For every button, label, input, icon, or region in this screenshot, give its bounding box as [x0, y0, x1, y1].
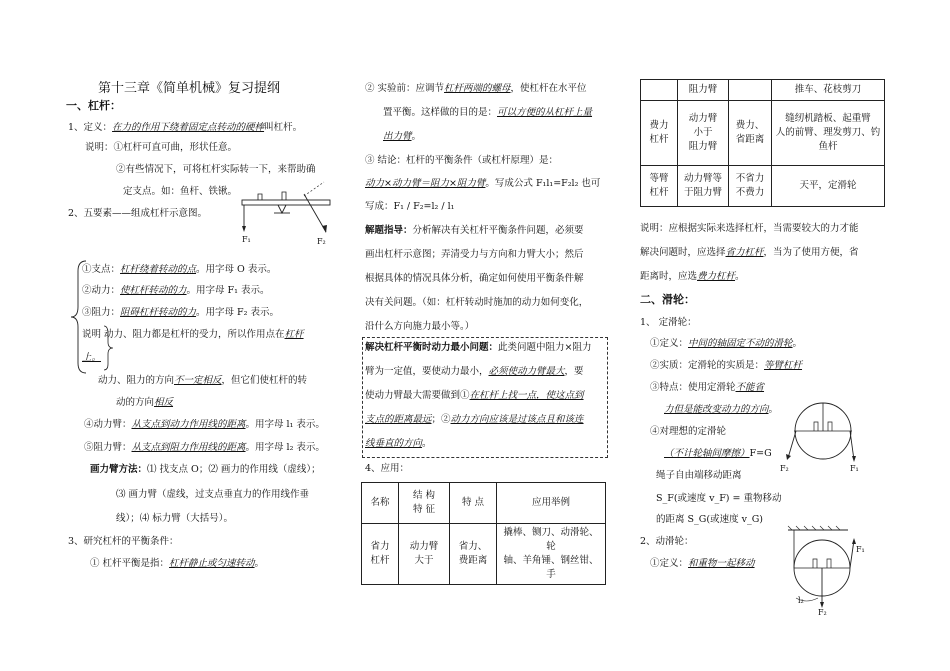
- fixed-essence: ②实质：定滑轮的实质是：等臂杠杆: [650, 360, 803, 371]
- exp-prep-1: ② 实验前：应调节杠杆两端的螺母，使杠杆在水平位: [365, 83, 587, 94]
- exp-prep-3: 出力臂。: [383, 131, 422, 142]
- cell: 等臂 杠杆: [641, 166, 678, 207]
- element-load-arm: ⑤阻力臂：从支点到阻力作用线的距离。用字母 l₂ 表示。: [84, 442, 325, 453]
- arm-method-3: 线）；⑷ 标力臂（大括号）。: [116, 513, 234, 524]
- balance-definition: ① 杠杆平衡是指：杠杆静止或匀速转动。: [90, 558, 265, 569]
- selection-note-2: 解决问题时，应选择省力杠杆，当为了使用方便，省: [640, 247, 859, 258]
- box-line-5: 线垂直的方向。: [365, 438, 432, 449]
- ideal-fixed: ④对理想的定滑轮: [650, 426, 727, 437]
- movable-def: ①定义：和重物一起移动: [650, 558, 755, 569]
- fixed-f2-label: F₂: [780, 464, 789, 473]
- movable-pulley-heading: 2、动滑轮：: [640, 536, 694, 547]
- balance-formula-2: 写成：F₁ / F₂=l₂ / l₁: [365, 201, 455, 212]
- arm-method-2: ⑶ 画力臂（虚线，过支点垂直力的作用线作垂: [116, 489, 310, 500]
- tip-5: 沿什么方向施力最小等。）: [365, 321, 475, 332]
- balance-formula: 动力×动力臂＝阻力×阻力臂。写成公式 F₁l₁=F₂l₂ 也可: [365, 178, 601, 189]
- conclusion: ③ 结论：杠杆的平衡条件（或杠杆原理）是：: [365, 155, 559, 166]
- application-table-continued: [640, 79, 885, 207]
- application-table: [361, 482, 606, 585]
- fixed-pulley-diagram: [786, 398, 860, 472]
- table-row: [641, 80, 885, 101]
- section-pulley-heading: 二、滑轮：: [640, 293, 695, 306]
- table-row: [362, 524, 606, 585]
- box-line-1: 解决杠杆平衡时动力最小问题：此类问题中阻力×阻力: [365, 342, 592, 353]
- th-examples: 应用举例: [497, 483, 606, 524]
- fig-f1-label: F₁: [242, 235, 251, 244]
- five-elements: 2、五要素——组成杠杆示意图。: [68, 208, 208, 219]
- cell: 省力、 费距离: [450, 524, 497, 585]
- direction-note: 动力、阻力的方向不一定相反，但它们使杠杆的转: [98, 375, 308, 386]
- th-structure: 结 构 特 征: [399, 483, 450, 524]
- cell: 动力臂 小于 阻力臂: [678, 101, 729, 166]
- th-feature: 特 点: [450, 483, 497, 524]
- ideal-fixed-4: S_F(或速度 v_F) = 重物移动: [656, 493, 782, 504]
- element-fulcrum: ①支点：杠杆绕着转动的点。用字母 O 表示。: [82, 264, 277, 275]
- cell: [641, 80, 678, 101]
- selection-note-1: 说明：应根据实际来选择杠杆，当需要较大的力才能: [640, 223, 859, 234]
- cell: 动力臂等 于阻力臂: [678, 166, 729, 207]
- cell: 天平，定滑轮: [772, 166, 885, 207]
- box-line-2: 臂为一定值，要使动力最小，必须使动力臂最大，要: [365, 366, 584, 377]
- note-2: ②有些情况下，可将杠杆实际转一下，来帮助确: [116, 164, 316, 175]
- chapter-title: 第十三章《简单机械》复习提纲: [98, 81, 281, 96]
- cell: 不省力 不费力: [729, 166, 772, 207]
- application-heading: 4、应用：: [365, 463, 410, 474]
- fixed-feature-2: 力但是能改变动力的方向。: [664, 404, 779, 415]
- movable-f2-label: F₂: [818, 608, 827, 617]
- table-header-row: [362, 483, 606, 524]
- fixed-pulley-heading: 1、 定滑轮：: [640, 317, 697, 328]
- lever-definition: 1、定义：在力的作用下绕着固定点转动的硬棒叫杠杆。: [68, 122, 303, 133]
- tip-2: 画出杠杆示意图；弄清受力与方向和力臂大小；然后: [365, 249, 584, 260]
- balance-study: 3、研究杠杆的平衡条件：: [68, 536, 179, 547]
- cell: 阻力臂: [678, 80, 729, 101]
- direction-note-2: 动的方向相反: [116, 397, 174, 408]
- fig-f2-label: F₂: [317, 237, 326, 246]
- table-row: [641, 101, 885, 166]
- table-row: [641, 166, 885, 207]
- tip-1: 解题指导：分析解决有关杠杆平衡条件问题，必须要: [365, 225, 584, 236]
- cell: 动力臂 大于: [399, 524, 450, 585]
- element-effort: ②动力：使杠杆转动的力。用字母 F₁ 表示。: [82, 285, 270, 296]
- right-column: [640, 0, 890, 671]
- cell: 费力、 省距离: [729, 101, 772, 166]
- tip-4: 决有关问题。（如：杠杆转动时施加的动力如何变化，: [365, 297, 589, 308]
- cell: 省力 杠杆: [362, 524, 399, 585]
- exp-prep-2: 置平衡。这样做的目的是：可以方便的从杠杆上量: [383, 107, 593, 118]
- element-load: ③阻力：阻碍杠杆转动的力。用字母 F₂ 表示。: [82, 307, 279, 318]
- cell: 缝纫机踏板、起重臂 人的前臂、理发剪刀、钓 鱼杆: [772, 101, 885, 166]
- left-column: [66, 0, 341, 671]
- ideal-fixed-3: 绳子自由端移动距离: [656, 470, 742, 481]
- fixed-f1-label: F₁: [850, 464, 859, 473]
- ideal-fixed-5: 的距离 S_G(或速度 v_G): [656, 514, 764, 525]
- th-name: 名称: [362, 483, 399, 524]
- cell: [729, 80, 772, 101]
- section-lever-heading: 一、杠杆：: [66, 99, 121, 112]
- fixed-feature: ③特点：使用定滑轮不能省: [650, 382, 765, 393]
- arm-method: 画力臂方法：⑴ 找支点 O；⑵ 画力的作用线（虚线）；: [90, 464, 321, 475]
- box-line-3: 使动力臂最大需要做到①在杠杆上找一点，使这点到: [365, 390, 584, 401]
- note-3: 定支点。如：鱼杆、铁锹。: [123, 186, 238, 197]
- box-line-4: 支点的距离最远；②动力方向应该是过该点且和该连: [365, 414, 584, 425]
- movable-f1-label: F₁: [856, 545, 865, 554]
- note-1: 说明：①杠杆可直可曲，形状任意。: [85, 142, 238, 153]
- fixed-def: ①定义：中间的轴固定不动的滑轮。: [650, 338, 803, 349]
- movable-l2-label: l₂: [798, 596, 804, 605]
- element-note: 说明 动力、阻力都是杠杆的受力，所以作用点在杠杆: [82, 329, 304, 340]
- cell: 费力 杠杆: [641, 101, 678, 166]
- middle-column: [363, 0, 613, 671]
- cell: 推车、花枝剪刀: [772, 80, 885, 101]
- ideal-fixed-2: （不计轮轴间摩擦）F=G: [664, 448, 772, 459]
- element-effort-arm: ④动力臂：从支点到动力作用线的距离。用字母 l₁ 表示。: [84, 419, 325, 430]
- element-note-cont: 上。: [82, 352, 102, 363]
- selection-note-3: 距离时，应选费力杠杆。: [640, 271, 745, 282]
- tip-3: 根据具体的情况具体分析，确定如何使用平衡条件解: [365, 273, 584, 284]
- cell: 撬棒、铡刀、动滑轮、轮 轴、羊角锤、钢丝钳、手: [497, 524, 606, 585]
